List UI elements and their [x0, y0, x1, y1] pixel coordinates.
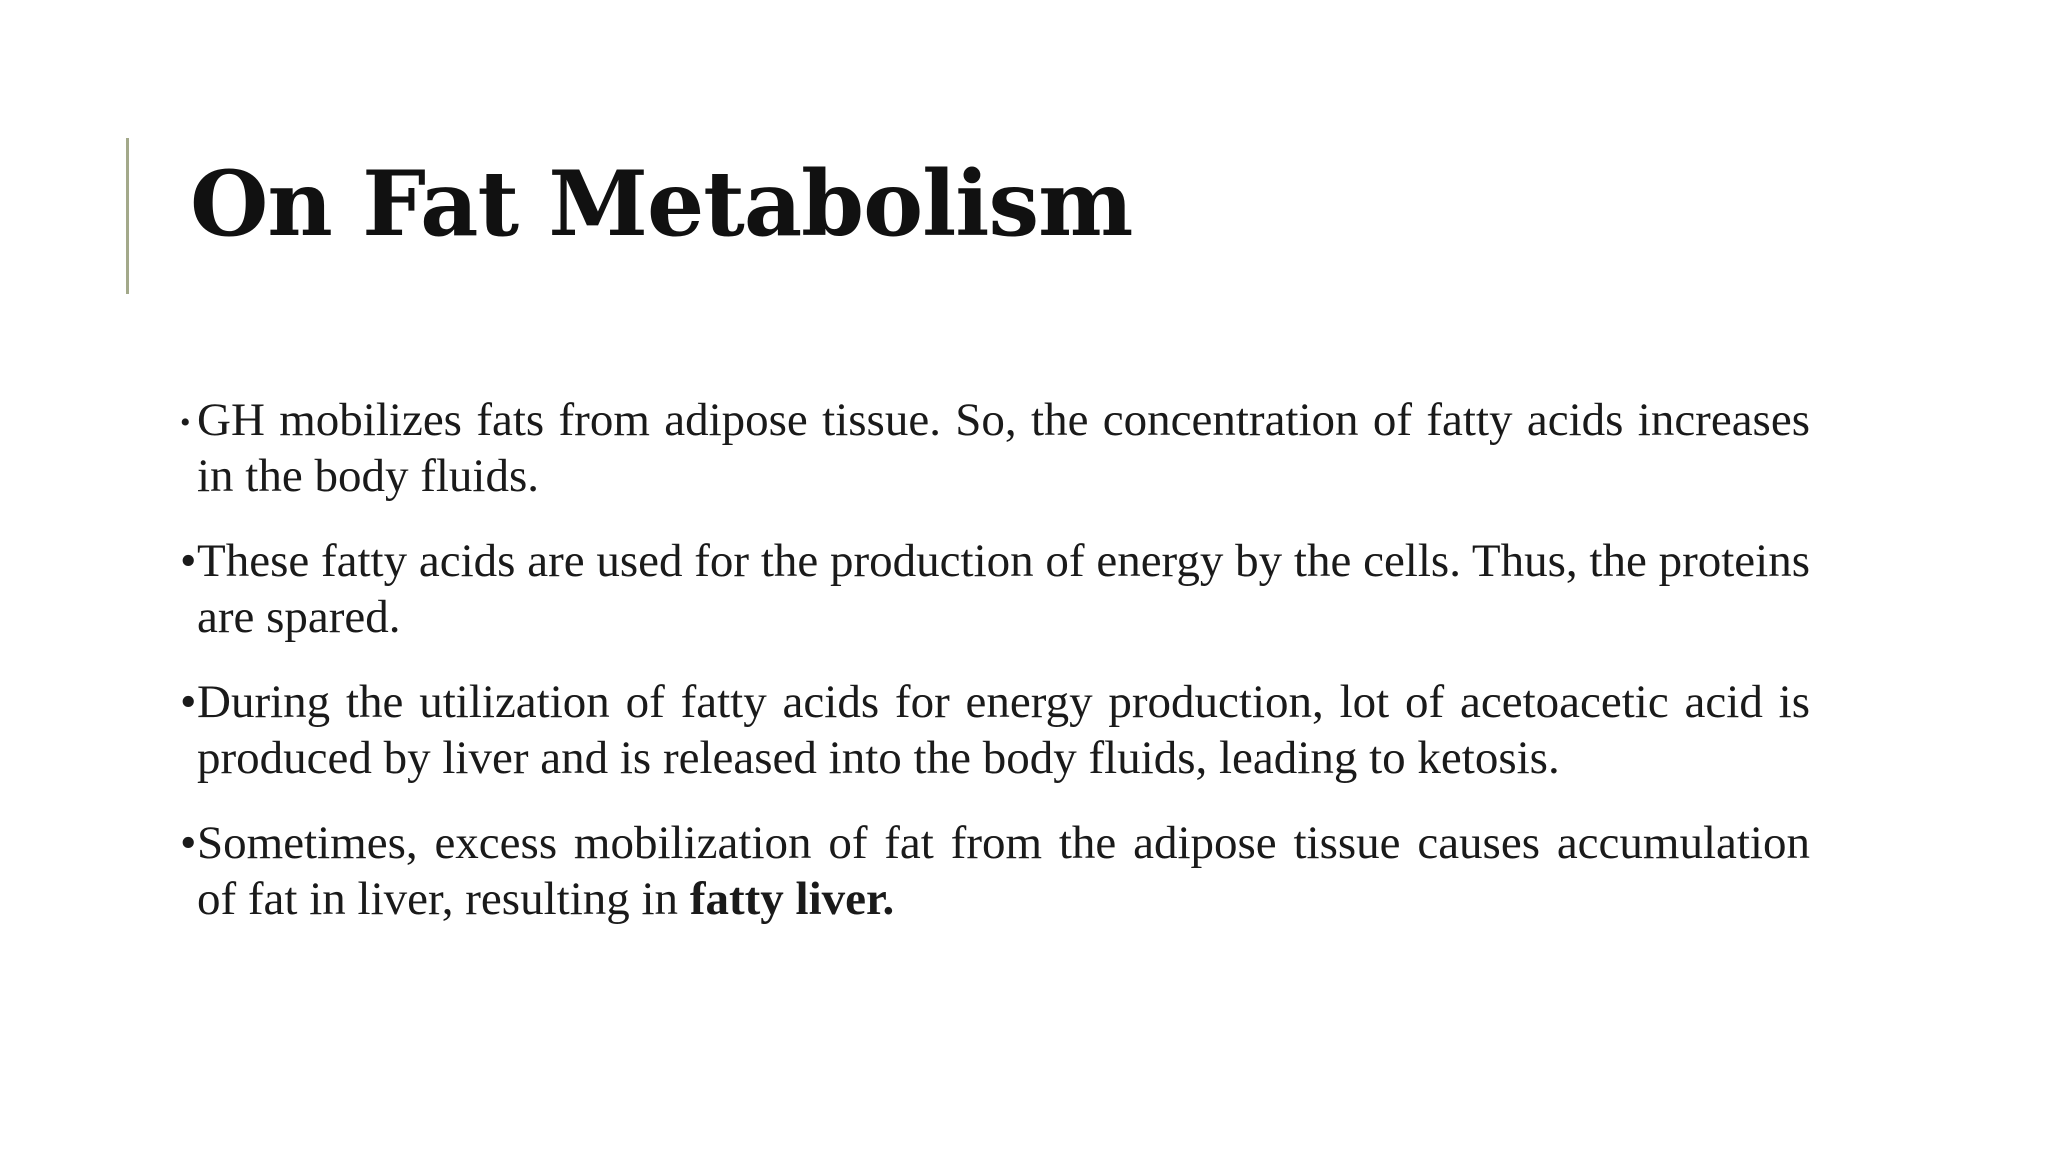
bullet-text: These fatty acids are used for the production of energy by the cells. Thus, the proteins are spared. — [197, 535, 1810, 643]
bullet-item-3 — [180, 674, 1810, 786]
bullet-icon: • — [180, 406, 191, 439]
bullet-item-4 — [180, 815, 1810, 927]
bullet-icon: • — [180, 817, 197, 869]
bullet-emphasis-text: fatty liver. — [689, 873, 895, 925]
bullet-text: GH mobilizes fats from adipose tissue. So, the concentration of fatty acids increases in the body fluids. — [197, 394, 1810, 502]
bullet-list — [180, 392, 1810, 956]
title-accent-bar — [126, 138, 129, 294]
bullet-item-2 — [180, 533, 1810, 645]
bullet-icon: • — [180, 676, 197, 728]
bullet-item-1 — [180, 392, 1810, 504]
bullet-icon: • — [180, 535, 197, 587]
bullet-text: During the utilization of fatty acids for energy production, lot of acetoacetic acid is produced by liver and is released into the body fluids, leading to ketosis. — [197, 676, 1810, 784]
slide-title: On Fat Metabolism — [190, 151, 1133, 257]
bullet-text: Sometimes, excess mobilization of fat from the adipose tissue causes accumulation of fat in liver, resulting in — [197, 817, 1810, 925]
